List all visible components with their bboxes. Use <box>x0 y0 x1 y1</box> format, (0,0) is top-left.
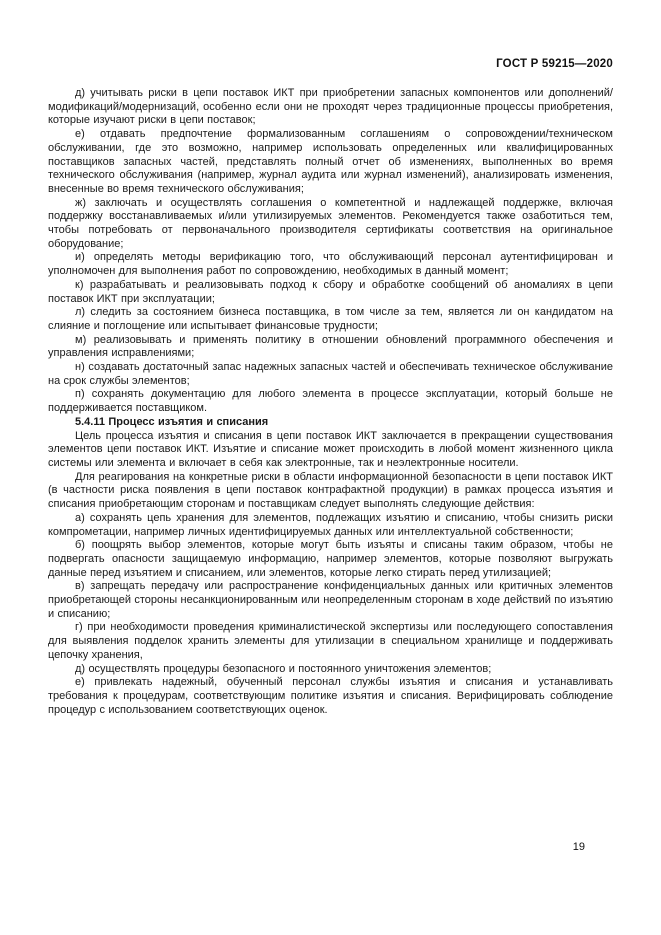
page-header <box>48 58 613 70</box>
standard-code: ГОСТ Р 59215—2020 <box>496 58 613 70</box>
paragraph: б) поощрять выбор элементов, которые могут быть изъяты и списаны таким образом, чтобы не подвергать опасности защищаемую информацию, например элементов, которые позволяют выгружать данные перед изъятием и списанием, или элементов, которые легко стирать перед утилизацией; <box>48 539 613 579</box>
paragraph: в) запрещать передачу или распространение конфиденциальных данных или критичных элементов приобретающей стороны несанкционированным или неопределенным сторонам в ходе действий по изъятию и списанию; <box>48 580 613 620</box>
paragraph: д) учитывать риски в цепи поставок ИКТ при приобретении запасных компонентов или дополнений/модификаций/модернизаций, особенно если они не проходят через традиционные процессы приобретения, которые изучают риски в цепи поставок; <box>48 87 613 127</box>
paragraph: ж) заключать и осуществлять соглашения о компетентной и надлежащей поддержке, включая поддержку восстанавливаемых и/или утилизируемых элементов. Рекомендуется также озаботиться тем, чтобы потребовать от первоначального производителя сертификаты соответствия на оригинальное оборудование; <box>48 196 613 250</box>
section-heading: 5.4.11 Процесс изъятия и списания <box>75 415 269 428</box>
paragraph: е) привлекать надежный, обученный персонал службы изъятия и списания и устанавливать требования к процедурам, соответствующим политике изъятия и списания. Верифицировать соблюдение процедур с использованием соответствующих оценок. <box>48 676 613 716</box>
paragraph: а) сохранять цепь хранения для элементов, подлежащих изъятию и списанию, чтобы снизить риски компрометации, например личных идентифицируемых данных или интеллектуальной собственности; <box>48 511 613 538</box>
paragraph: н) создавать достаточный запас надежных запасных частей и обеспечивать техническое обслуживание на срок службы элементов; <box>48 361 613 387</box>
paragraph: Цель процесса изъятия и списания в цепи поставок ИКТ заключается в прекращении существования элементов цепи поставок ИКТ. Изъятие и списание может происходить в любой момент жизненного цикла системы или элемента и включает в себя как электронные, так и неэлектронные носители. <box>48 429 613 469</box>
paragraph: Для реагирования на конкретные риски в области информационной безопасности в цепи поставок ИКТ (в частности риска появления в цепи поставок контрафактной продукции) в рамках процесса изъятия и списания приобретающим сторонам и поставщикам следует выполнять следующие действия: <box>48 470 613 511</box>
paragraph: м) реализовывать и применять политику в отношении обновлений программного обеспечения и управления исправлениями; <box>48 333 613 360</box>
paragraph: е) отдавать предпочтение формализованным соглашениям о сопровождении/техническом обслуживании, где это возможно, например использовать определенных или квалифицированных поставщиков запасных частей, представлять полный отчет об изменениях, выполненных во время технического обслуживания (например, журнал аудита или журнал изменений), анализировать изменения, внесенные во время технического обслуживания; <box>48 128 613 195</box>
paragraph: л) следить за состоянием бизнеса поставщика, в том числе за тем, является ли он кандидатом на слияние и поглощение или испытывает финансовые трудности; <box>48 306 613 332</box>
paragraph: п) сохранять документацию для любого элемента в процессе эксплуатации, который больше не поддерживается поставщиком. <box>48 388 613 415</box>
paragraph: д) осуществлять процедуры безопасного и постоянного уничтожения элементов; <box>75 662 492 675</box>
paragraph: и) определять методы верификацию того, что обслуживающий персонал аутентифицирован и уполномочен для выполнения работ по сопровождению, необходимых в данный момент; <box>48 251 613 278</box>
paragraph: к) разрабатывать и реализовывать подход к сбору и обработке сообщений об аномалиях в цепи поставок ИКТ при эксплуатации; <box>48 278 613 305</box>
page-number: 19 <box>572 841 585 853</box>
document-body <box>48 87 613 717</box>
paragraph: г) при необходимости проведения криминалистической экспертизы или последующего сопоставления для выявления подделок хранить элементы для утилизации в специальном хранилище и поддерживать цепочку хранения, <box>48 621 613 661</box>
